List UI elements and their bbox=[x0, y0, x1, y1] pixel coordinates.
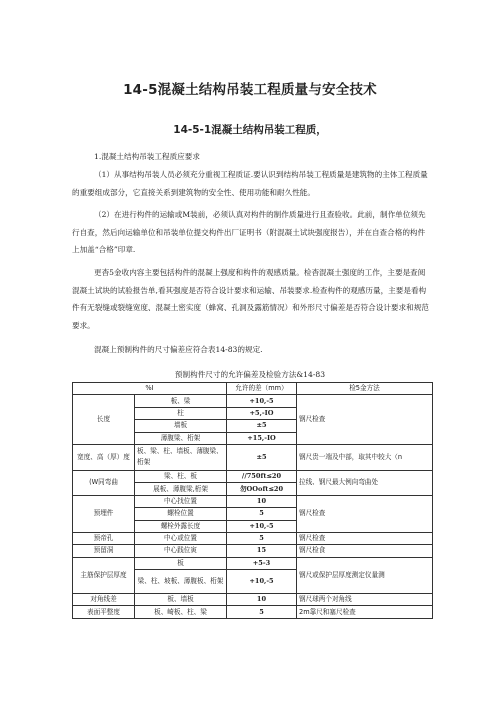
row-deviation: //750ft≤20 bbox=[227, 470, 297, 482]
row-method: 钢尺球两个对角线 bbox=[297, 594, 433, 606]
table-row bbox=[73, 545, 433, 557]
row-deviation: 15 bbox=[227, 545, 297, 557]
header-method: 检5金方法 bbox=[297, 383, 433, 395]
row-sub: 板、墙板 bbox=[135, 594, 227, 606]
row-sub: 中心找位置 bbox=[135, 495, 227, 507]
row-sub: 薄腹梁、桁架 bbox=[135, 432, 227, 444]
row-sub: 柱 bbox=[135, 407, 227, 419]
table-row bbox=[73, 532, 433, 544]
row-item: 对角线差 bbox=[73, 594, 135, 606]
row-sub: 梁、柱、坡板、薄腹板、桁架 bbox=[135, 570, 227, 594]
table-row bbox=[73, 594, 433, 606]
paragraph-1: 1.混凝土结构吊装工程质应要求 bbox=[94, 152, 200, 161]
row-method: 钢尺检查 bbox=[297, 495, 433, 532]
row-sub: 中心践位寅 bbox=[135, 545, 227, 557]
row-deviation: +10,-5 bbox=[227, 570, 297, 594]
row-deviation: +5-3 bbox=[227, 557, 297, 569]
row-deviation: ±5 bbox=[227, 420, 297, 432]
row-deviation: +10,-5 bbox=[227, 520, 297, 532]
row-item: (W同弯曲 bbox=[73, 470, 135, 495]
row-deviation: 5 bbox=[227, 508, 297, 520]
row-sub: 墙板 bbox=[135, 420, 227, 432]
row-item: 宽度、高（厚）度 bbox=[73, 444, 135, 470]
row-sub: 梁、柱、板 bbox=[135, 470, 227, 482]
row-deviation: 10 bbox=[227, 594, 297, 606]
row-method: 钢尺检食 bbox=[297, 545, 433, 557]
paragraph-4: 更杳5金收内容主要包括构件的混凝上强度和构件的观感质量。检杳混凝土强度的工作，主要是查阅混凝土试块的试验报告单,看其强度是否符合设计要求和运输、吊装要求.检查构件的观感历量，主要是看构件有无裂缝或裂缝宽度、混凝土密实度（蜂窝、孔洞及露筋情况）和外形尺寸偏差是否符合设计要求和规范要求。 bbox=[72, 268, 429, 330]
tolerance-table bbox=[72, 382, 433, 619]
table-row bbox=[73, 444, 433, 470]
row-sub: 螺栓外露长度 bbox=[135, 520, 227, 532]
row-deviation: +5,-IO bbox=[227, 407, 297, 419]
row-deviation: 勿OOoft≤20 bbox=[227, 483, 297, 495]
table-row bbox=[73, 606, 433, 618]
row-sub: 板 bbox=[135, 557, 227, 569]
table-caption: 预制构件尺寸的允许偏差及检验方法&14-83 bbox=[174, 370, 326, 379]
row-method: 钢尺检查 bbox=[297, 395, 433, 445]
row-item: 主筋保护层厚度 bbox=[73, 557, 135, 593]
doc-subtitle: 14-5-1混凝土结构吊装工程质， bbox=[173, 124, 327, 136]
paragraph-5: 混凝上预制构件的尺寸偏差应符合表14-83的规定. bbox=[94, 345, 263, 354]
row-sub: 螺栓位置 bbox=[135, 508, 227, 520]
row-item: 预帝孔 bbox=[73, 532, 135, 544]
doc-title: 14-5混凝土结构吊装工程质量与安全技术 bbox=[123, 82, 377, 98]
table-row bbox=[73, 470, 433, 482]
row-item: 预留洞 bbox=[73, 545, 135, 557]
paragraph-3: （2）在进行构件的运输或M装前，必须认真对构件的制作质量进行且查验收。此前，制作单位须先行自查，然后向运输单位和吊装单位提交构件出厂证明书（附混凝土试块强度报告），并在自查合格的构件上加盖“合格”印章. bbox=[72, 210, 426, 254]
row-item: 表面平整度 bbox=[73, 606, 135, 618]
table-row bbox=[73, 495, 433, 507]
row-deviation: +15,-IO bbox=[227, 432, 297, 444]
table-row bbox=[73, 557, 433, 569]
row-sub: 板、崎板、柱、梁 bbox=[135, 606, 227, 618]
row-item: 长度 bbox=[73, 395, 135, 445]
row-method: 2m靠尺和塞尺检查 bbox=[297, 606, 433, 618]
row-method: 钢尺检查 bbox=[297, 532, 433, 544]
row-sub: 展板、薄腹梁,桁架 bbox=[135, 483, 227, 495]
table-row bbox=[73, 395, 433, 407]
paragraph-2: （1）从事结构吊装人员必须充分重视工程质证.要认识到结构吊装工程质量是建筑物的主体工程质量的重要组成部分，它直接关系到建筑物的安全性、使用功能和耐久性能。 bbox=[72, 170, 428, 197]
row-deviation: ±5 bbox=[227, 444, 297, 470]
row-method: 拉线、钢尺最大例向弯曲处 bbox=[297, 470, 433, 495]
row-deviation: 5 bbox=[227, 532, 297, 544]
row-method: 钢尺贵一端及中部，取其中较大（n bbox=[297, 444, 433, 470]
row-item: 预埋件 bbox=[73, 495, 135, 532]
row-deviation: 10 bbox=[227, 495, 297, 507]
row-sub: 中心或位置 bbox=[135, 532, 227, 544]
header-item: %I bbox=[73, 383, 227, 395]
row-deviation: 5 bbox=[227, 606, 297, 618]
row-sub: 板、梁、柱、墙板、薄腹梁、桁架 bbox=[135, 444, 227, 470]
row-sub: 板、梁 bbox=[135, 395, 227, 407]
header-deviation: 允许的差（mm） bbox=[227, 383, 297, 395]
row-method: 钢尺或保护层厚度测定仪量测 bbox=[297, 557, 433, 593]
table-header-row bbox=[73, 383, 433, 395]
row-deviation: +10,-5 bbox=[227, 395, 297, 407]
